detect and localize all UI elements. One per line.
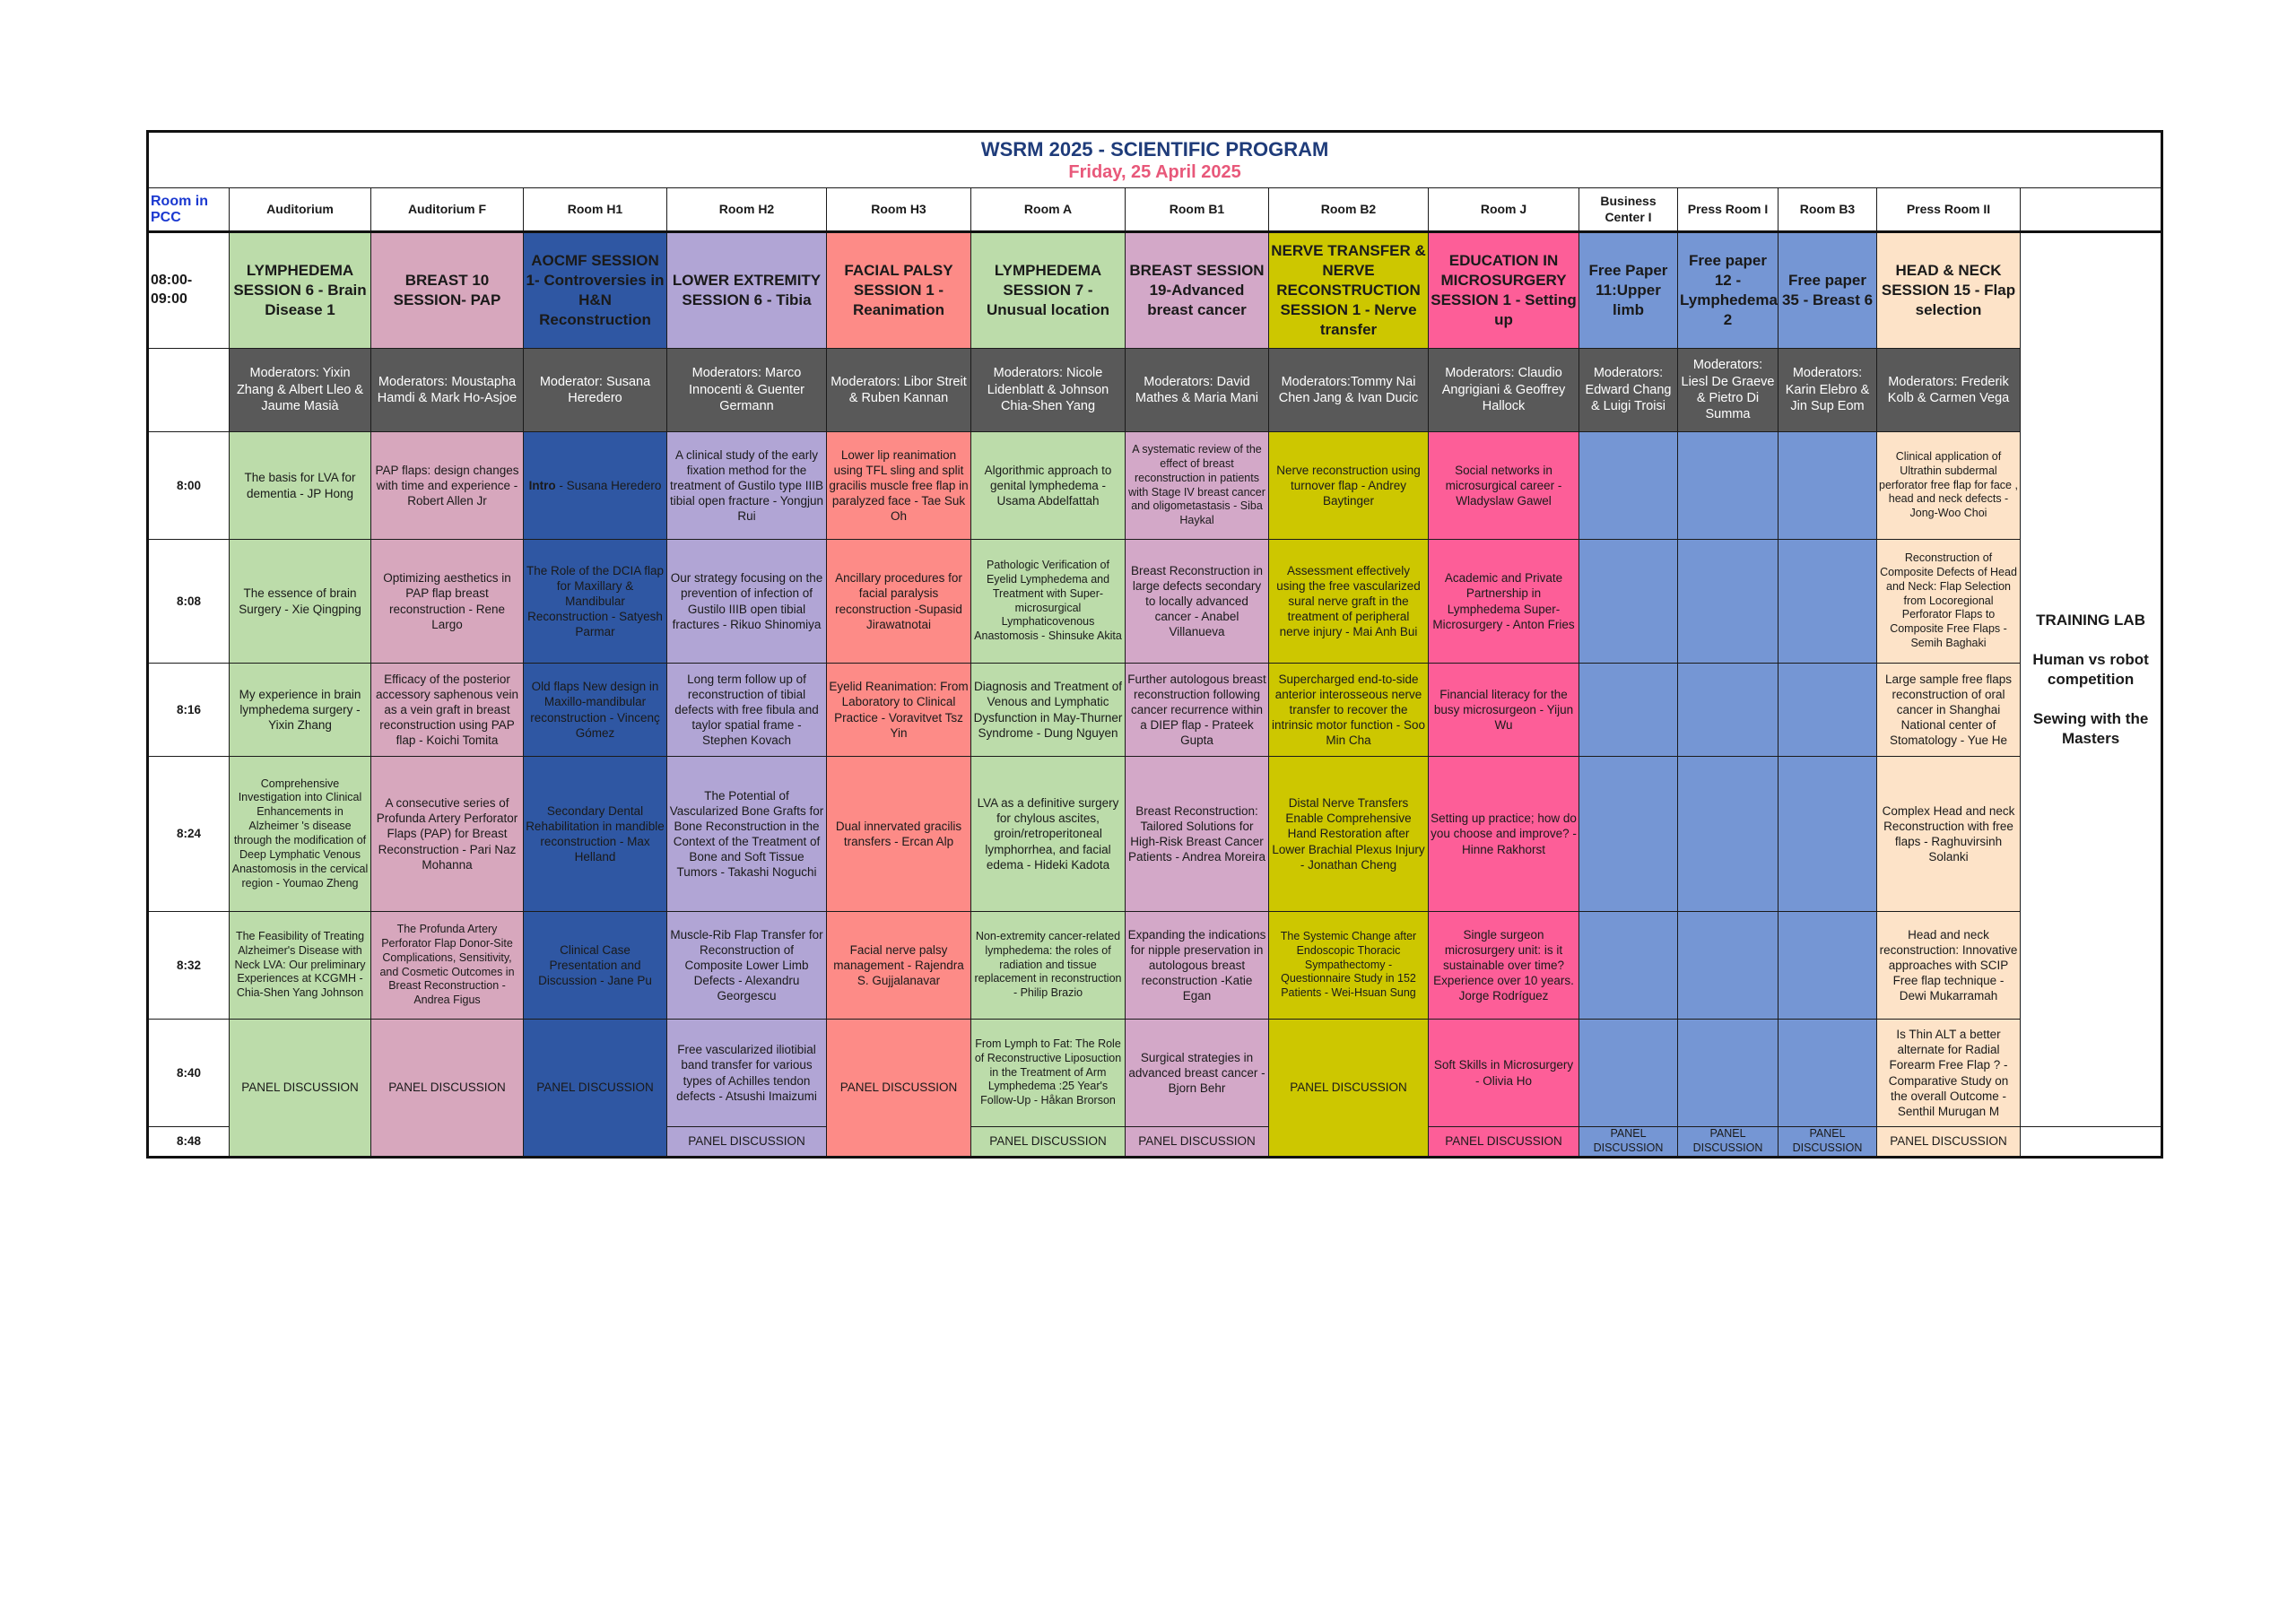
room-auditorium: Auditorium (230, 188, 371, 232)
talk: Optimizing aesthetics in PAP flap breast reconstruction - Rene Largo (371, 540, 524, 664)
talk: Academic and Private Partnership in Lymphedema Super-Microsurgery - Anton Fries (1429, 540, 1579, 664)
room-a: Room A (971, 188, 1126, 232)
talk: Further autologous breast reconstruction following cancer recurrence within a DIEP flap - Prateek Gupta (1126, 664, 1269, 757)
room-b3: Room B3 (1779, 188, 1877, 232)
empty-cell (149, 349, 230, 432)
talk: PAP flaps: design changes with time and experience - Robert Allen Jr (371, 432, 524, 540)
talk: Eyelid Reanimation: From Laboratory to Clinical Practice - Voravitvet Tsz Yin (827, 664, 971, 757)
slot-time: 8:16 (149, 664, 230, 757)
empty-slot (1678, 1020, 1779, 1127)
talk: Is Thin ALT a better alternate for Radial Forearm Free Flap ? - Comparative Study on the overall Outcome - Senthil Murugan M (1877, 1020, 2021, 1127)
panel-discussion: PANEL DISCUSSION (230, 1020, 371, 1157)
talk: Reconstruction of Composite Defects of Head and Neck: Flap Selection from Locoregional Perforator Flaps to Composite Free Flaps - Semih Baghaki (1877, 540, 2021, 664)
empty-slot (1579, 1020, 1678, 1127)
talk: Head and neck reconstruction: Innovative approaches with SCIP Free flap technique - Dewi Mukarramah (1877, 912, 2021, 1020)
room-header-row (149, 188, 2161, 232)
panel-discussion: PANEL DISCUSSION (971, 1127, 1126, 1157)
room-j: Room J (1429, 188, 1579, 232)
panel-discussion: PANEL DISCUSSION (1877, 1127, 2021, 1157)
title-block (149, 133, 2161, 188)
program-date: Friday, 25 April 2025 (1068, 162, 1241, 183)
room-business-center: Business Center I (1579, 188, 1678, 232)
room-h3: Room H3 (827, 188, 971, 232)
talk: A consecutive series of Profunda Artery Perforator Flaps (PAP) for Breast Reconstruction - Pari Naz Mohanna (371, 757, 524, 912)
talk: Surgical strategies in advanced breast cancer - Bjorn Behr (1126, 1020, 1269, 1127)
slot-time: 8:08 (149, 540, 230, 664)
talk: A systematic review of the effect of breast reconstruction in patients with Stage IV breast cancer and oligometastasis - Siba Haykal (1126, 432, 1269, 540)
moderator-row (149, 349, 2161, 432)
talk: Clinical application of Ultrathin subdermal perforator free flap for face , head and neck defects - Jong-Woo Choi (1877, 432, 2021, 540)
empty-slot (1779, 432, 1877, 540)
talk: Facial nerve palsy management - Rajendra S. Gujjalanavar (827, 912, 971, 1020)
program-title: WSRM 2025 - SCIENTIFIC PROGRAM (980, 137, 1329, 161)
panel-discussion: PANEL DISCUSSION (1269, 1020, 1429, 1157)
talk: Distal Nerve Transfers Enable Comprehensive Hand Restoration after Lower Brachial Plexus Injury - Jonathan Cheng (1269, 757, 1429, 912)
training-lab-line: Human vs robot competition (2032, 650, 2149, 688)
talk: Dual innervated gracilis transfers - Ercan Alp (827, 757, 971, 912)
panel-discussion: PANEL DISCUSSION (827, 1020, 971, 1157)
slot-row (149, 540, 2161, 664)
room-label: Room in PCC (149, 188, 230, 232)
empty-slot (1579, 432, 1678, 540)
room-press-room-2: Press Room II (1877, 188, 2021, 232)
talk: My experience in brain lymphedema surgery - Yixin Zhang (230, 664, 371, 757)
talk: Muscle-Rib Flap Transfer for Reconstruction of Composite Lower Limb Defects - Alexandru Georgescu (667, 912, 827, 1020)
talk-intro: Intro (528, 478, 556, 492)
talk: Single surgeon microsurgery unit: is it sustainable over time? Experience over 10 years. Jorge Rodríguez (1429, 912, 1579, 1020)
slot-row (149, 432, 2161, 540)
talk: Supercharged end-to-side anterior interosseous nerve transfer to recover the intrinsic motor function - Soo Min Cha (1269, 664, 1429, 757)
session-title: AOCMF SESSION 1- Controversies in H&N Reconstruction (524, 232, 667, 349)
talk: The Role of the DCIA flap for Maxillary & Mandibular Reconstruction - Satyesh Parmar (524, 540, 667, 664)
room-b1: Room B1 (1126, 188, 1269, 232)
room-press-room-1: Press Room I (1678, 188, 1779, 232)
talk: Assessment effectively using the free vascularized sural nerve graft in the treatment of peripheral nerve injury - Mai Anh Bui (1269, 540, 1429, 664)
moderators: Moderators: David Mathes & Maria Mani (1126, 349, 1269, 432)
talk: LVA as a definitive surgery for chylous ascites, groin/retroperitoneal lymphorrhea, and facial edema - Hideki Kadota (971, 757, 1126, 912)
session-title: LOWER EXTREMITY SESSION 6 - Tibia (667, 232, 827, 349)
talk: The Systemic Change after Endoscopic Thoracic Sympathectomy - Questionnaire Study in 152 Patients - Wei-Hsuan Sung (1269, 912, 1429, 1020)
moderators: Moderators:Tommy Nai Chen Jang & Ivan Ducic (1269, 349, 1429, 432)
panel-discussion: PANEL DISCUSSION (1579, 1127, 1678, 1157)
talk-speaker: - Susana Heredero (555, 478, 662, 492)
panel-discussion: PANEL DISCUSSION (1678, 1127, 1779, 1157)
empty-slot (1678, 912, 1779, 1020)
talk: Efficacy of the posterior accessory saphenous vein as a vein graft in breast reconstruction using PAP flap - Koichi Tomita (371, 664, 524, 757)
empty-slot (1678, 664, 1779, 757)
talk: Setting up practice; how do you choose and improve? - Hinne Rakhorst (1429, 757, 1579, 912)
panel-discussion: PANEL DISCUSSION (1429, 1127, 1579, 1157)
session-title: FACIAL PALSY SESSION 1 - Reanimation (827, 232, 971, 349)
talk: Financial literacy for the busy microsurgeon - Yijun Wu (1429, 664, 1579, 757)
training-lab-title: TRAINING LAB (2036, 611, 2145, 629)
talk: Clinical Case Presentation and Discussion - Jane Pu (524, 912, 667, 1020)
talk: Our strategy focusing on the prevention of infection of Gustilo IIIB open tibial fractures - Rikuo Shinomiya (667, 540, 827, 664)
session-title: HEAD & NECK SESSION 15 - Flap selection (1877, 232, 2021, 349)
talk: Lower lip reanimation using TFL sling and split gracilis muscle free flap in paralyzed face - Tae Suk Oh (827, 432, 971, 540)
moderators: Moderators: Yixin Zhang & Albert Lleo & Jaume Masià (230, 349, 371, 432)
moderators: Moderators: Moustapha Hamdi & Mark Ho-Asjoe (371, 349, 524, 432)
talk: Diagnosis and Treatment of Venous and Lymphatic Dysfunction in May-Thurner Syndrome - Dung Nguyen (971, 664, 1126, 757)
session-title: LYMPHEDEMA SESSION 7 - Unusual location (971, 232, 1126, 349)
slot-row (149, 912, 2161, 1020)
program-sheet (148, 132, 2161, 1157)
moderators: Moderators: Liesl De Graeve & Pietro Di Summa (1678, 349, 1779, 432)
moderators: Moderators: Frederik Kolb & Carmen Vega (1877, 349, 2021, 432)
training-lab-line: Sewing with the Masters (2032, 710, 2149, 748)
talk: The Potential of Vascularized Bone Grafts for Bone Reconstruction in the Context of the Treatment of Bone and Soft Tissue Tumors - Takashi Noguchi (667, 757, 827, 912)
room-extra (2021, 188, 2161, 232)
talk: The Feasibility of Treating Alzheimer's Disease with Neck LVA: Our preliminary Experiences at KCGMH - Chia-Shen Yang Johnson (230, 912, 371, 1020)
session-title: Free paper 12 - Lymphedema 2 (1678, 232, 1779, 349)
room-auditorium-f: Auditorium F (371, 188, 524, 232)
moderators: Moderators: Karin Elebro & Jin Sup Eom (1779, 349, 1877, 432)
room-h1: Room H1 (524, 188, 667, 232)
talk: Breast Reconstruction in large defects secondary to locally advanced cancer - Anabel Villanueva (1126, 540, 1269, 664)
talk: Complex Head and neck Reconstruction with free flaps - Raghuvirsinh Solanki (1877, 757, 2021, 912)
session-title: NERVE TRANSFER & NERVE RECONSTRUCTION SESSION 1 - Nerve transfer (1269, 232, 1429, 349)
title-row (149, 133, 2161, 188)
talk: Nerve reconstruction using turnover flap - Andrey Baytinger (1269, 432, 1429, 540)
slot-time: 8:40 (149, 1020, 230, 1127)
talk: Soft Skills in Microsurgery - Olivia Ho (1429, 1020, 1579, 1127)
moderators: Moderators: Nicole Lidenblatt & Johnson Chia-Shen Yang (971, 349, 1126, 432)
talk: Long term follow up of reconstruction of tibial defects with free fibula and taylor spatial frame - Stephen Kovach (667, 664, 827, 757)
room-b2: Room B2 (1269, 188, 1429, 232)
session-title: LYMPHEDEMA SESSION 6 - Brain Disease 1 (230, 232, 371, 349)
session-time: 08:00-09:00 (149, 232, 230, 349)
empty-slot (1678, 757, 1779, 912)
panel-discussion: PANEL DISCUSSION (667, 1127, 827, 1157)
empty-slot (1779, 540, 1877, 664)
empty-slot (1779, 1020, 1877, 1127)
talk: The Profunda Artery Perforator Flap Donor-Site Complications, Sensitivity, and Cosmetic Outcomes in Breast Reconstruction - Andrea Figus (371, 912, 524, 1020)
panel-discussion: PANEL DISCUSSION (1126, 1127, 1269, 1157)
session-row (149, 232, 2161, 349)
moderators: Moderators: Claudio Angrigiani & Geoffrey Hallock (1429, 349, 1579, 432)
talk: Comprehensive Investigation into Clinical Enhancements in Alzheimer 's disease through the modification of Deep Lymphatic Venous Anastomosis in the cervical region - Youmao Zheng (230, 757, 371, 912)
talk: Pathologic Verification of Eyelid Lymphedema and Treatment with Super-microsurgical Lymphaticovenous Anastomosis - Shinsuke Akita (971, 540, 1126, 664)
talk (524, 432, 667, 540)
session-title: EDUCATION IN MICROSURGERY SESSION 1 - Setting up (1429, 232, 1579, 349)
empty-slot (1779, 664, 1877, 757)
talk: Free vascularized iliotibial band transfer for various types of Achilles tendon defects - Atsushi Imaizumi (667, 1020, 827, 1127)
slot-time: 8:32 (149, 912, 230, 1020)
room-h2: Room H2 (667, 188, 827, 232)
talk: Expanding the indications for nipple preservation in autologous breast reconstruction -Katie Egan (1126, 912, 1269, 1020)
moderators: Moderator: Susana Heredero (524, 349, 667, 432)
training-lab-cell (2021, 232, 2161, 1127)
empty-slot (1779, 912, 1877, 1020)
talk: Old flaps New design in Maxillo-mandibular reconstruction - Vincenç Gómez (524, 664, 667, 757)
panel-discussion: PANEL DISCUSSION (371, 1020, 524, 1157)
moderators: Moderators: Edward Chang & Luigi Troisi (1579, 349, 1678, 432)
empty-slot (1579, 912, 1678, 1020)
empty-slot (1579, 540, 1678, 664)
slot-row (149, 664, 2161, 757)
session-title: BREAST 10 SESSION- PAP (371, 232, 524, 349)
slot-time: 8:48 (149, 1127, 230, 1157)
talk: Algorithmic approach to genital lymphedema - Usama Abdelfattah (971, 432, 1126, 540)
slot-time: 8:24 (149, 757, 230, 912)
slot-time: 8:00 (149, 432, 230, 540)
empty-slot (1579, 757, 1678, 912)
talk: Secondary Dental Rehabilitation in mandible reconstruction - Max Helland (524, 757, 667, 912)
empty-slot (1579, 664, 1678, 757)
moderators: Moderators: Libor Streit & Ruben Kannan (827, 349, 971, 432)
session-title: Free paper 35 - Breast 6 (1779, 232, 1877, 349)
talk: Ancillary procedures for facial paralysis reconstruction -Supasid Jirawatnotai (827, 540, 971, 664)
talk: Social networks in microsurgical career - Wladyslaw Gawel (1429, 432, 1579, 540)
slot-row (149, 757, 2161, 912)
empty-slot (1678, 432, 1779, 540)
empty-slot (1678, 540, 1779, 664)
session-title: Free Paper 11:Upper limb (1579, 232, 1678, 349)
talk: The essence of brain Surgery - Xie Qingping (230, 540, 371, 664)
session-title: BREAST SESSION 19-Advanced breast cancer (1126, 232, 1269, 349)
panel-discussion: PANEL DISCUSSION (1779, 1127, 1877, 1157)
talk: Non-extremity cancer-related lymphedema: the roles of radiation and tissue replacement in reconstruction - Philip Brazio (971, 912, 1126, 1020)
talk: From Lymph to Fat: The Role of Reconstructive Liposuction in the Treatment of Arm Lymphedema :25 Year's Follow-Up - Håkan Brorson (971, 1020, 1126, 1127)
talk: Breast Reconstruction: Tailored Solutions for High-Risk Breast Cancer Patients - Andrea Moreira (1126, 757, 1269, 912)
moderators: Moderators: Marco Innocenti & Guenter Germann (667, 349, 827, 432)
slot-row (149, 1020, 2161, 1127)
talk: A clinical study of the early fixation method for the treatment of Gustilo type IIIB tibial open fracture - Yongjun Rui (667, 432, 827, 540)
program-table (148, 132, 2161, 1157)
panel-discussion: PANEL DISCUSSION (524, 1020, 667, 1157)
talk: Large sample free flaps reconstruction of oral cancer in Shanghai National center of Stomatology - Yue He (1877, 664, 2021, 757)
talk: The basis for LVA for dementia - JP Hong (230, 432, 371, 540)
empty-slot (1779, 757, 1877, 912)
